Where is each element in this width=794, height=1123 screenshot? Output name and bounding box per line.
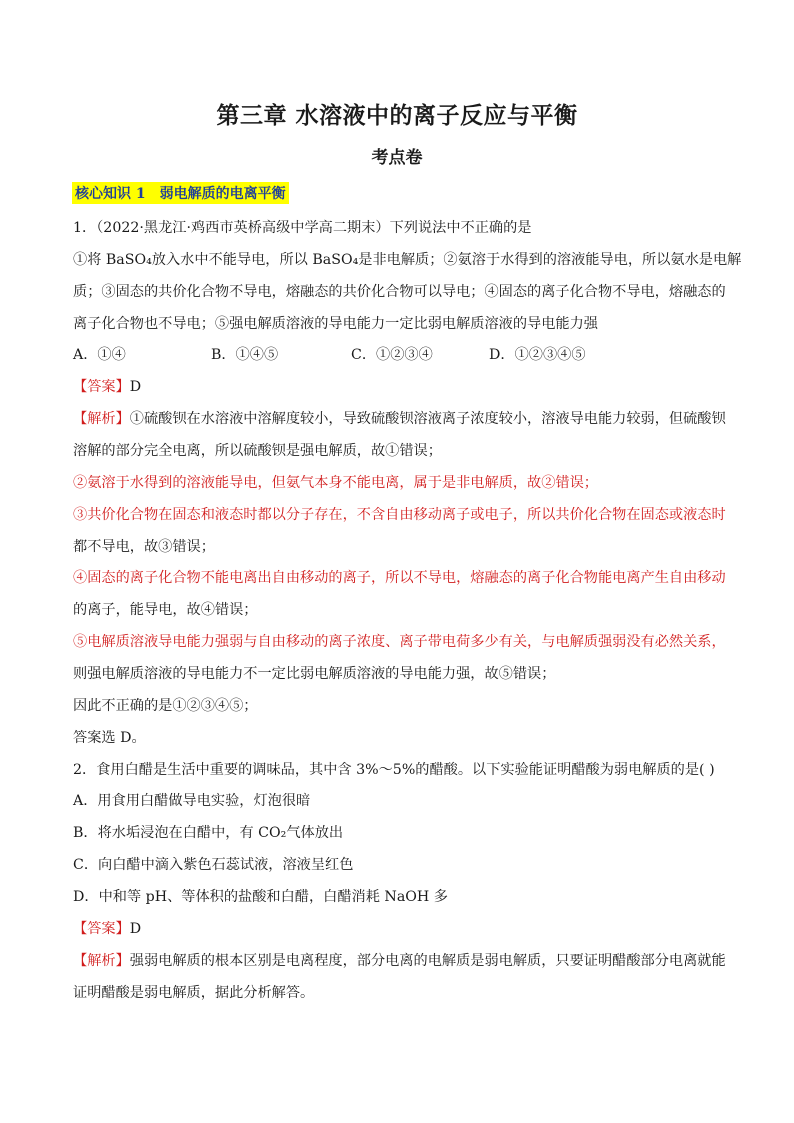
q1-options (73, 345, 586, 365)
q2-analysis-line (73, 951, 726, 971)
q1-analysis-line: 答案选 D。 (73, 730, 146, 746)
analysis-text: ①硫酸钡在水溶液中溶解度较小，导致硫酸钡溶液离子浓度较小，溶液导电能力较弱，但硫酸钡 (129, 411, 726, 427)
answer-tag: 【答案】 (73, 379, 130, 395)
q2-option-c: C．向白醋中滴入紫色石蕊试液，溶液呈红色 (73, 857, 354, 873)
q1-answer (73, 377, 141, 397)
answer-tag: 【答案】 (73, 921, 130, 937)
q1-option-b: B．①④⑤ (211, 347, 279, 363)
analysis-text: 强弱电解质的根本区别是电离程度，部分电离的电解质是弱电解质，只要证明醋酸部分电离就能 (129, 953, 726, 969)
answer-value: D (129, 379, 142, 395)
q1-analysis-line: 都不导电，故③错误； (73, 539, 215, 555)
q1-option-a: A．①④ (73, 347, 126, 363)
section-heading (72, 182, 289, 204)
q1-analysis-line (73, 409, 726, 429)
q2-option-d: D．中和等 pH、等体积的盐酸和白醋，白醋消耗 NaOH 多 (73, 889, 448, 905)
q2-option-b: B．将水垢浸泡在白醋中，有 CO₂气体放出 (73, 825, 344, 841)
q1-analysis-line: 的离子，能导电，故④错误； (73, 602, 258, 618)
q1-analysis-line: ⑤电解质溶液导电能力强弱与自由移动的离子浓度、离子带电荷多少有关，与电解质强弱没有必然关系， (73, 634, 726, 650)
analysis-tag: 【解析】 (73, 953, 130, 969)
q1-analysis-line: ③共价化合物在固态和液态时都以分子存在，不含自由移动离子或电子，所以共价化合物在固态或液态时 (73, 507, 726, 523)
q1-statement-line: 离子化合物也不导电；⑤强电解质溶液的导电能力一定比弱电解质溶液的导电能力强 (73, 316, 598, 332)
q1-analysis-line: ②氨溶于水得到的溶液能导电，但氨气本身不能电离，属于是非电解质，故②错误； (73, 475, 598, 491)
q2-analysis-line: 证明醋酸是弱电解质，据此分析解答。 (73, 985, 315, 1001)
section-label: 核心知识 1 (75, 186, 146, 202)
q1-analysis-line: ④固态的离子化合物不能电离出自由移动的离子，所以不导电，熔融态的离子化合物能电离产生自由移动 (73, 570, 726, 586)
q1-option-c: C．①②③④ (351, 347, 433, 363)
q2-stem: 2．食用白醋是生活中重要的调味品，其中含 3%～5%的醋酸。以下实验能证明醋酸为弱电解质的是( ) (73, 762, 715, 778)
q2-option-a: A．用食用白醋做导电实验，灯泡很暗 (73, 793, 311, 809)
q1-analysis-line: 溶解的部分完全电离，所以硫酸钡是强电解质，故①错误； (73, 443, 442, 459)
q2-answer (73, 919, 141, 939)
q1-option-d: D．①②③④⑤ (489, 347, 586, 363)
q1-analysis-line: 因此不正确的是①②③④⑤； (73, 698, 258, 714)
answer-value: D (129, 921, 142, 937)
q1-statement-line: 质；③固态的共价化合物不导电，熔融态的共价化合物可以导电；④固态的离子化合物不导电，熔融态的 (73, 284, 726, 300)
q1-statement-line: ①将 BaSO₄放入水中不能导电，所以 BaSO₄是非电解质；②氨溶于水得到的溶液能导电，所以氨水是电解 (73, 252, 742, 268)
analysis-tag: 【解析】 (73, 411, 130, 427)
q1-stem: 1．（2022·黑龙江·鸡西市英桥高级中学高二期末）下列说法中不正确的是 (73, 220, 532, 236)
page-title: 第三章 水溶液中的离子反应与平衡 (216, 102, 578, 129)
section-name: 弱电解质的电离平衡 (159, 186, 286, 202)
q1-analysis-line: 则强电解质溶液的导电能力不一定比弱电解质溶液的导电能力强，故⑤错误； (73, 666, 556, 682)
page-subtitle: 考点卷 (371, 148, 423, 168)
